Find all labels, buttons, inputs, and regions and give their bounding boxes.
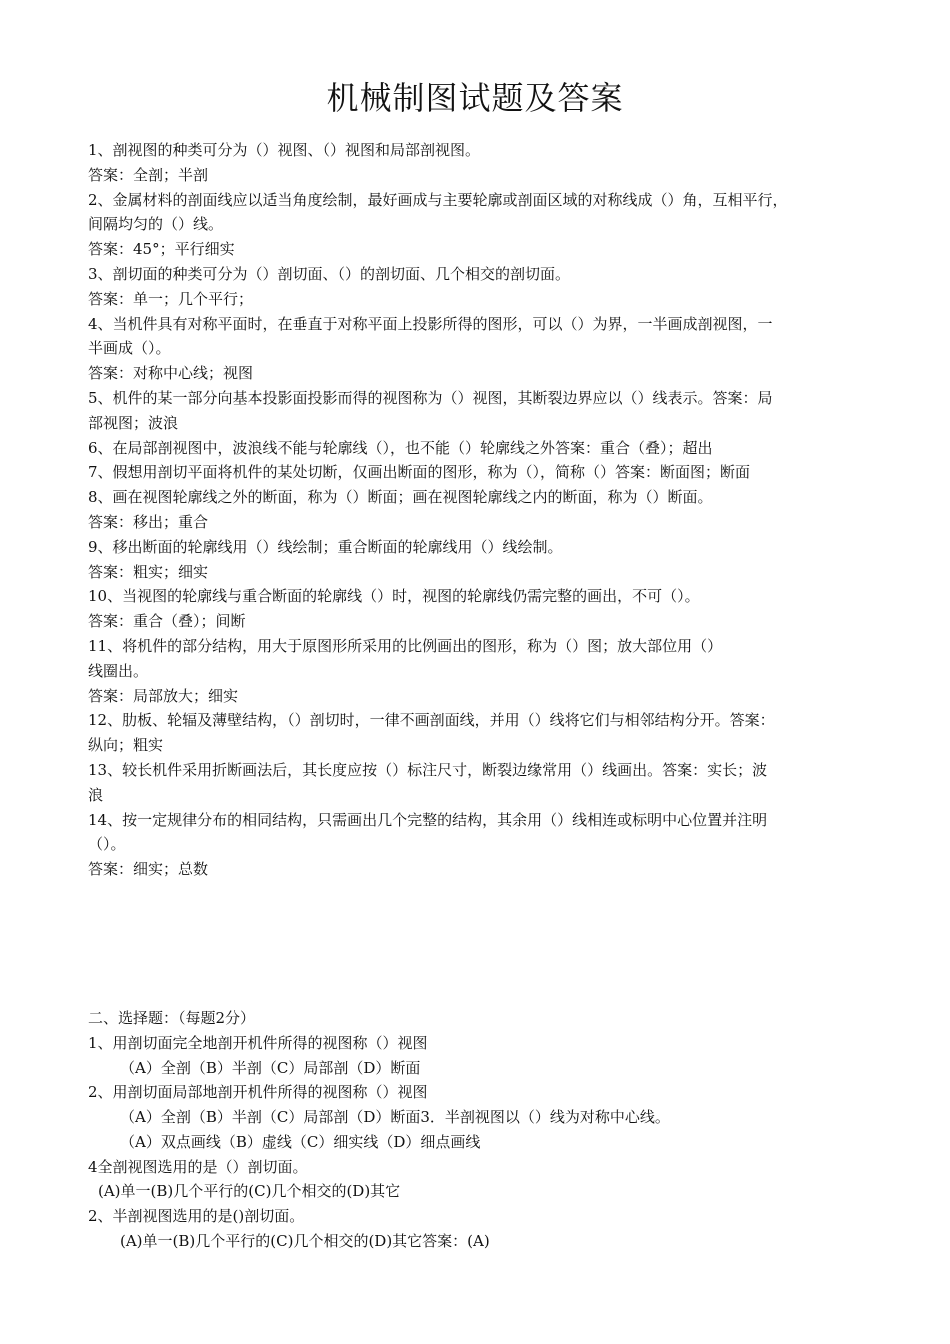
multiple-choice-section: [88, 1006, 873, 1254]
text-line: 浪: [88, 785, 104, 804]
text-line: 答案：重合（叠）；间断: [88, 612, 246, 631]
text-line: 答案：全剖；半剖: [88, 165, 209, 184]
text-line: 间隔均匀的（）线。: [88, 215, 224, 234]
text-line: 2、半剖视图选用的是()剖切面。: [88, 1207, 305, 1226]
text-line: 2、金属材料的剖面线应以适当角度绘制，最好画成与主要轮廓或剖面区域的对称线成（）角，互相平行，: [88, 190, 788, 209]
text-line: (A)单一(B)几个平行的(C)几个相交的(D)其它答案：(A): [120, 1232, 490, 1251]
text-line: 9、移出断面的轮廓线用（）线绘制；重合断面的轮廓线用（）线绘制。: [88, 537, 563, 556]
document-title: 机械制图试题及答案: [326, 79, 624, 117]
text-line: 5、机件的某一部分向基本投影面投影而得的视图称为（）视图，其断裂边界应以（）线表示。答案：局: [88, 388, 773, 407]
text-line: 2、用剖切面局部地剖开机件所得的视图称（）视图: [88, 1083, 428, 1102]
text-line: 答案：移出；重合: [88, 512, 209, 531]
text-line: （）。: [88, 835, 126, 854]
text-line: 纵向；粗实: [88, 736, 164, 755]
text-line: （A）双点画线（B）虚线（C）细实线（D）细点画线: [120, 1132, 481, 1151]
text-line: 3、剖切面的种类可分为（）剖切面、（）的剖切面、几个相交的剖切面。: [88, 264, 571, 283]
text-line: 11、将机件的部分结构，用大于原图形所采用的比例画出的图形，称为（）图；放大部位用（）: [88, 636, 723, 655]
text-line: (A)单一(B)几个平行的(C)几个相交的(D)其它: [98, 1182, 401, 1201]
document-body: [88, 138, 873, 1254]
text-line: 答案：单一；几个平行；: [88, 289, 254, 308]
text-line: 4、当机件具有对称平面时，在垂直于对称平面上投影所得的图形，可以（）为界，一半画成剖视图，一: [88, 314, 773, 333]
text-line: 答案：细实；总数: [88, 860, 209, 879]
text-line: 12、肋板、轮辐及薄壁结构，（）剖切时，一律不画剖面线，并用（）线将它们与相邻结构分开。答案：: [88, 711, 775, 730]
text-line: （A）全剖（B）半剖（C）局部剖（D）断面3．半剖视图以（）线为对称中心线。: [120, 1108, 670, 1127]
text-line: 答案：45°；平行细实: [88, 240, 235, 259]
section-gap: [88, 882, 873, 1006]
text-line: 答案：对称中心线；视图: [88, 364, 254, 383]
text-line: 4全剖视图选用的是（）剖切面。: [88, 1157, 308, 1176]
text-line: 7、假想用剖切平面将机件的某处切断，仅画出断面的图形，称为（），简称（）答案：断面图；断面: [88, 463, 751, 482]
text-line: 6、在局部剖视图中，波浪线不能与轮廓线（），也不能（）轮廓线之外答案：重合（叠）；超出: [88, 438, 713, 457]
text-line: 10、当视图的轮廓线与重合断面的轮廓线（）时，视图的轮廓线仍需完整的画出，不可（）。: [88, 587, 700, 606]
text-line: 线圈出。: [88, 661, 149, 680]
text-line: 答案：粗实；细实: [88, 562, 209, 581]
text-line: 部视图；波浪: [88, 413, 179, 432]
text-line: 14、按一定规律分布的相同结构，只需画出几个完整的结构，其余用（）线相连或标明中心位置并注明: [88, 810, 768, 829]
text-line: 答案：局部放大；细实: [88, 686, 239, 705]
text-line: 二、选择题：（每题2分）: [88, 1008, 256, 1027]
text-line: （A）全剖（B）半剖（C）局部剖（D）断面: [120, 1058, 421, 1077]
text-line: 1、剖视图的种类可分为（）视图、（）视图和局部剖视图。: [88, 141, 481, 159]
text-line: 半画成（）。: [88, 339, 171, 358]
fill-in-blank-section: [88, 138, 873, 882]
text-line: 13、较长机件采用折断画法后，其长度应按（）标注尺寸，断裂边缘常用（）线画出。答案：实长；波: [88, 760, 768, 779]
text-line: 1、用剖切面完全地剖开机件所得的视图称（）视图: [88, 1033, 428, 1052]
text-line: 8、画在视图轮廓线之外的断面，称为（）断面；画在视图轮廓线之内的断面，称为（）断面。: [88, 488, 713, 507]
